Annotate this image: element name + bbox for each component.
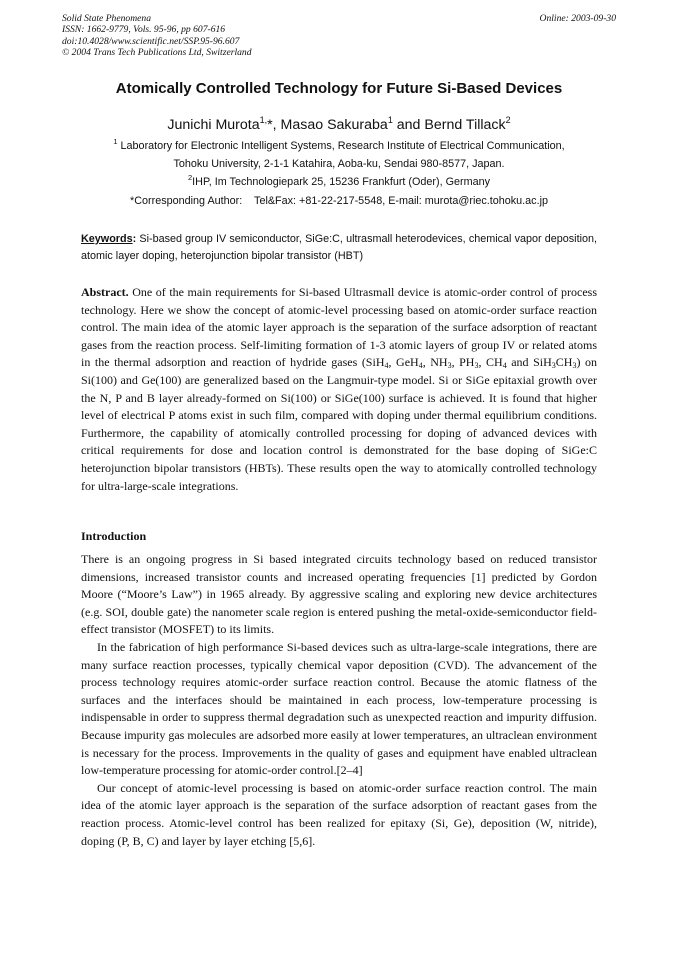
affiliation-1-line-2: Tohoku University, 2-1-1 Katahira, Aoba-ku, Sendai 980-8577, Japan. xyxy=(173,158,505,171)
paragraph: In the fabrication of high performance Si-based devices such as ultra-large-scale integrations, there are many surface reaction processes, typically chemical vapor deposition (CVD). The advancement of the process technology requires atomic-order surface reaction control. Because the atomic flatness of the surfaces and the interfaces should be maintained in each process, low-temperature processing is indispensable in order to suppress thermal degradation such as unexpected reaction and impurity diffusion. Because impurity gas molecules are adsorbed more easily at lower temperatures, an ultraclean environment is necessary for the process. Improvements in the quality of gases and equipment have enabled ultraclean low-temperature processing for atomic-order control.[2–4] xyxy=(81,639,597,778)
author-list xyxy=(0,116,678,134)
copyright-line: © 2004 Trans Tech Publications Ltd, Switzerland xyxy=(62,46,252,58)
journal-header xyxy=(62,13,252,58)
abstract-text: , CH xyxy=(478,355,503,370)
affiliation-1-line-1 xyxy=(0,137,678,155)
doi-line: doi:10.4028/www.scientific.net/SSP.95-96.607 xyxy=(62,35,240,47)
subscript: 3 xyxy=(447,361,452,371)
affiliation-marker: 1, xyxy=(259,115,268,125)
abstract-text: ) on Si(100) and Ge(100) are generalized based on the Langmuir-type model. Si or SiGe epitaxial growth over the N, P and B layer already-formed on Si(100) or SiGe(100) surface is achieved. It is found that higher level of electrical P atoms exist in such film, compared with doping under thermal equilibrium conditions. Furthermore, the capability of atomically controlled processing for doping of advanced devices with critical requirements for dose and location control is demonstrated for the base doping of SiGe:C heterojunction bipolar transistors (HBTs). These results open the way to atomically controlled technology for ultra-large-scale integrations. xyxy=(81,355,597,493)
corresponding-marker: *, xyxy=(267,117,277,133)
affiliations xyxy=(0,137,678,210)
affiliation-marker: 2 xyxy=(187,173,193,183)
affiliation-text: IHP, Im Technologiepark 25, 15236 Frankfurt (Oder), Germany xyxy=(192,176,491,189)
abstract-text: , GeH xyxy=(388,355,419,370)
journal-name: Solid State Phenomena xyxy=(62,13,151,24)
introduction-body xyxy=(81,551,597,850)
subscript: 4 xyxy=(502,361,507,371)
affiliation-marker: 2 xyxy=(505,115,511,125)
online-date: Online: 2003-09-30 xyxy=(539,13,616,24)
abstract-text: One of the main requirements for Si-based Ultrasmall device is atomic-order control of process technology. Here we show the concept of atomic-level processing based on atomic-order surface reaction control. The main idea of the atomic layer approach is the separation of the surface adsorption of reactant gases from the reaction process. Self-limiting formation of 1-3 atomic layers of group IV or related atoms in the thermal adsorption and reaction of hydride gases (SiH xyxy=(81,285,597,370)
abstract-text: and SiH xyxy=(506,355,552,370)
keywords xyxy=(81,231,597,265)
section-heading: Introduction xyxy=(81,529,147,543)
subscript: 4 xyxy=(384,361,389,371)
corresponding-author: *Corresponding Author: Tel&Fax: +81-22-217-5548, E-mail: murota@riec.tohoku.ac.jp xyxy=(130,194,548,207)
abstract-text: , PH xyxy=(451,355,475,370)
subscript: 3 xyxy=(474,361,479,371)
author-name: Junichi Murota xyxy=(167,117,260,133)
abstract-text: CH xyxy=(555,355,573,370)
author-separator: and xyxy=(392,117,425,133)
keywords-colon: : xyxy=(132,233,137,245)
author-name: Masao Sakuraba xyxy=(276,117,388,133)
affiliation-marker: 1 xyxy=(113,137,118,146)
keywords-label: Keywords xyxy=(81,233,133,245)
paragraph: There is an ongoing progress in Si based integrated circuits technology based on reduced transistor dimensions, increased transistor counts and increased operating frequencies [1] predicted by Gordon Moore (“Moore’s Law”) in 1965 already. By aggressive scaling and exploring new device architectures (e.g. SOI, double gate) the nanometer scale region is entered pushing the metal-oxide-semiconductor field-effect transistor (MOSFET) to its limits. xyxy=(81,552,597,637)
author-name: Bernd Tillack xyxy=(424,117,506,133)
abstract-label: Abstract. xyxy=(81,285,129,299)
subscript: 3 xyxy=(572,361,577,371)
affiliation-marker: 1 xyxy=(387,115,393,125)
affiliation-2 xyxy=(0,173,678,191)
paragraph: Our concept of atomic-level processing is based on atomic-order surface reaction control. The main idea of the atomic layer approach is the separation of the surface adsorption of reactant gases from the reaction process. Atomic-level control has been realized for epitaxy (Si, Ge), deposition (W, nitride), doping (P, B, C) and layer by layer etching [5,6]. xyxy=(81,780,597,848)
subscript: 3 xyxy=(551,361,556,371)
issn-line: ISSN: 1662-9779, Vols. 95-96, pp 607-616 xyxy=(62,24,226,36)
keywords-text: Si-based group IV semiconductor, SiGe:C, ultrasmall heterodevices, chemical vapor deposition, atomic layer doping, heterojunction bipolar transistor (HBT) xyxy=(81,233,597,263)
paper-title: Atomically Controlled Technology for Future Si-Based Devices xyxy=(115,80,563,97)
affiliation-text: Laboratory for Electronic Intelligent Systems, Research Institute of Electrical Communication, xyxy=(120,140,565,152)
subscript: 4 xyxy=(418,361,423,371)
abstract xyxy=(81,284,597,495)
abstract-text: , NH xyxy=(422,355,448,370)
